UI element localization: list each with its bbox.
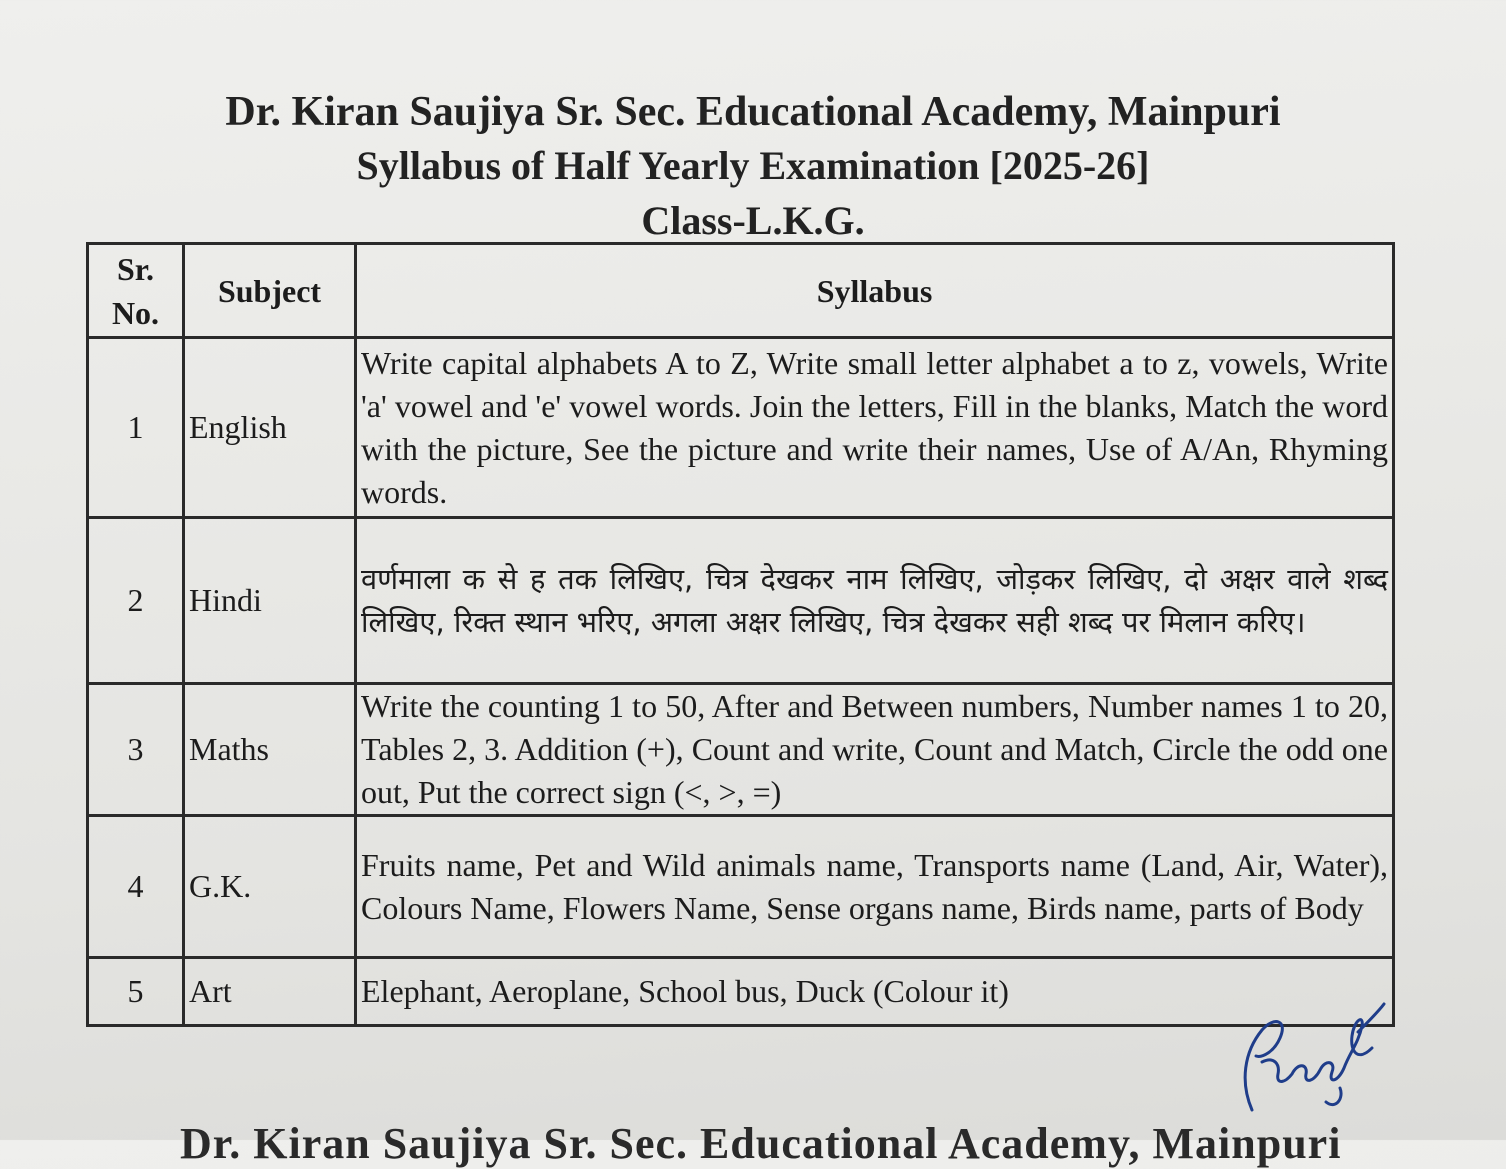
class-heading: Class-L.K.G.: [641, 198, 865, 243]
sr-no-cell: 3: [88, 684, 184, 816]
subject-cell: Art: [184, 958, 356, 1026]
table-row: [88, 816, 1394, 958]
table-header-row: [88, 244, 1394, 338]
table-row: [88, 684, 1394, 816]
sr-header-line1: Sr.: [116, 250, 155, 287]
sr-no-header: [88, 244, 184, 338]
sr-no-cell: 5: [88, 958, 184, 1026]
sr-no-cell: 2: [88, 518, 184, 684]
subject-cell: Hindi: [184, 518, 356, 684]
syllabus-cell: Write capital alphabets A to Z, Write small letter alphabet a to z, vowels, Write 'a' vowel and 'e' vowel words. Join the letters, Fill in the blanks, Match the word with the picture, See the picture and write their names, Use of A/An, Rhyming words.: [356, 338, 1394, 518]
subject-cell: G.K.: [184, 816, 356, 958]
table-row: [88, 338, 1394, 518]
repeated-school-heading-cutoff: Dr. Kiran Saujiya Sr. Sec. Educational Academy, Mainpuri: [180, 1119, 1342, 1168]
subject-header: Subject: [184, 244, 356, 338]
table-row: [88, 518, 1394, 684]
subject-cell: English: [184, 338, 356, 518]
syllabus-header: Syllabus: [356, 244, 1394, 338]
syllabus-table: [86, 242, 1395, 1027]
handwritten-signature: [1222, 992, 1392, 1122]
syllabus-cell: Write the counting 1 to 50, After and Between numbers, Number names 1 to 20, Tables 2, 3. Addition (+), Count and write, Count and Match, Circle the odd one out, Put the correct sign (<, >, =): [356, 684, 1394, 816]
sr-no-cell: 1: [88, 338, 184, 518]
subject-cell: Maths: [184, 684, 356, 816]
sr-no-cell: 4: [88, 816, 184, 958]
exam-title-heading: Syllabus of Half Yearly Examination [2025-26]: [356, 143, 1150, 188]
table-row: [88, 958, 1394, 1026]
sr-header-line2: No.: [111, 294, 160, 331]
syllabus-cell: Elephant, Aeroplane, School bus, Duck (Colour it): [356, 958, 1394, 1026]
syllabus-cell: Fruits name, Pet and Wild animals name, Transports name (Land, Air, Water), Colours Name, Flowers Name, Sense organs name, Birds name, parts of Body: [356, 816, 1394, 958]
syllabus-cell: वर्णमाला क से ह तक लिखिए, चित्र देखकर नाम लिखिए, जोड़कर लिखिए, दो अक्षर वाले शब्द लिखिए, रिक्त स्थान भरिए, अगला अक्षर लिखिए, चित्र देखकर सही शब्द पर मिलान करिए।: [356, 518, 1394, 684]
school-name-heading: Dr. Kiran Saujiya Sr. Sec. Educational Academy, Mainpuri: [225, 89, 1281, 135]
